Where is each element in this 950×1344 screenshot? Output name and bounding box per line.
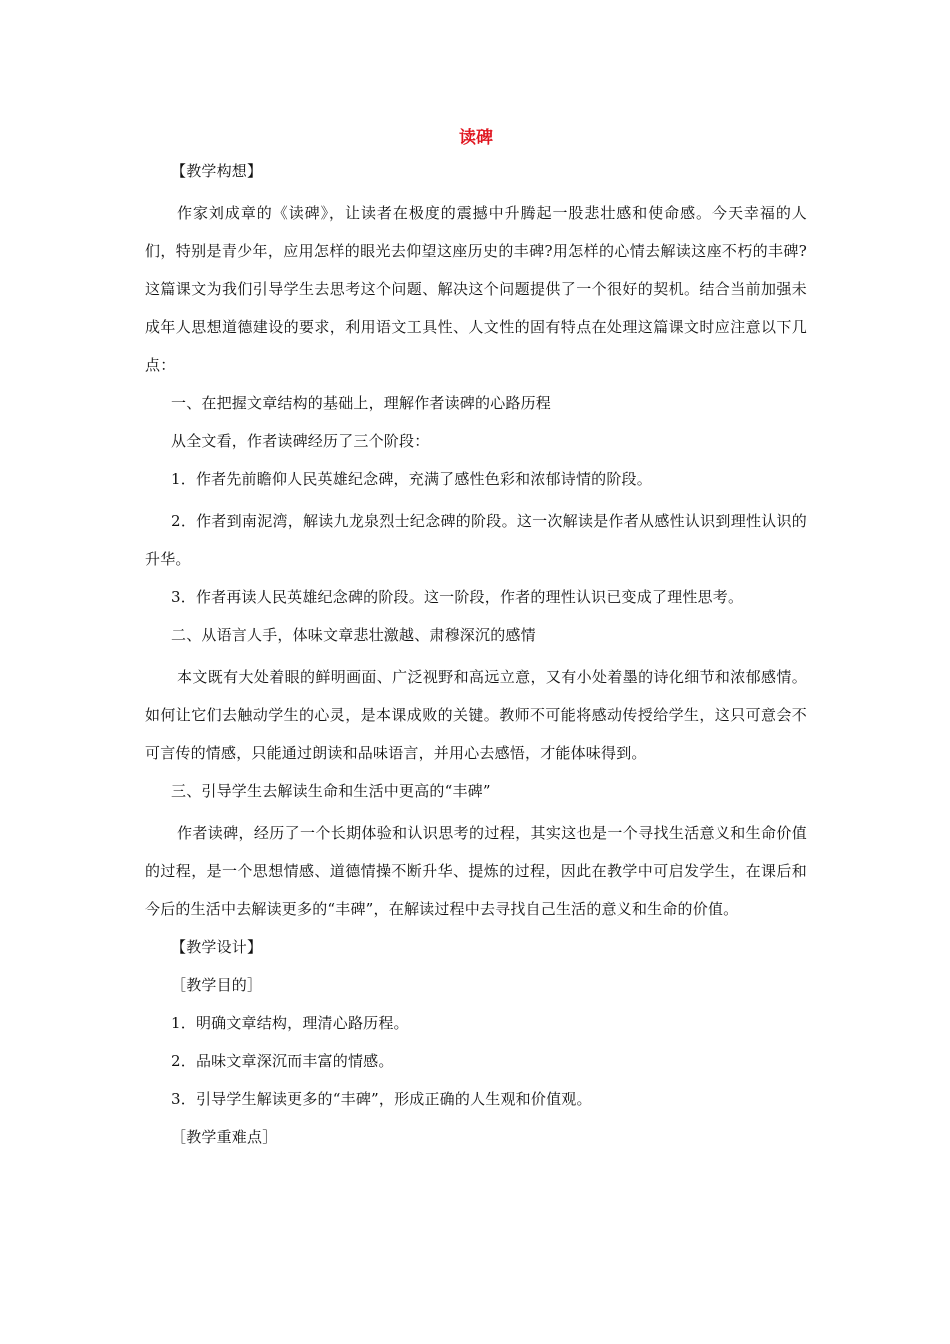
point-heading-3: 三、引导学生去解读生命和生活中更高的“丰碑” [171,782,491,800]
list-item-stage-1: 1．作者先前瞻仰人民英雄纪念碑，充满了感性色彩和浓郁诗情的阶段。 [171,470,652,488]
list-item-objective-3: 3．引导学生解读更多的“丰碑”，形成正确的人生观和价值观。 [171,1090,592,1108]
section-heading-teaching-design: 【教学设计】 [171,938,263,956]
document-body [145,156,807,1160]
list-item-stage-2: 2．作者到南泥湾，解读九龙泉烈士纪念碑的阶段。这一次解读是作者从感性认识到理性认识的升华。 [145,512,807,568]
point-heading-2: 二、从语言人手，体味文章悲壮激越、肃穆深沉的感情 [171,626,536,644]
paragraph-intro: 作家刘成章的《读碑》，让读者在极度的震撼中升腾起一股悲壮感和使命感。今天幸福的人们，特别是青少年，应用怎样的眼光去仰望这座历史的丰碑?用怎样的心情去解读这座不朽的丰碑?这篇课文为我们引导学生去思考这个问题、解决这个问题提供了一个很好的契机。结合当前加强未成年人思想道德建设的要求，利用语文工具性、人文性的固有特点在处理这篇课文时应注意以下几点： [145,204,807,374]
document-title: 读碑 [459,128,493,148]
section-heading-teaching-concept: 【教学构想】 [171,162,263,180]
list-item-stage-3: 3．作者再读人民英雄纪念碑的阶段。这一阶段，作者的理性认识已变成了理性思考。 [171,588,744,606]
paragraph-meaning: 作者读碑，经历了一个长期体验和认识思考的过程，其实这也是一个寻找生活意义和生命价值的过程，是一个思想情感、道德情操不断升华、提炼的过程，因此在教学中可启发学生，在课后和今后的生活中去解读更多的“丰碑”，在解读过程中去寻找自己生活的意义和生命的价值。 [145,824,807,918]
list-item-objective-1: 1．明确文章结构，理清心路历程。 [171,1014,409,1032]
subsection-heading-objectives: ［教学目的］ [171,976,263,994]
subsection-heading-key-points: ［教学重难点］ [171,1128,278,1146]
list-item-objective-2: 2．品味文章深沉而丰富的情感。 [171,1052,394,1070]
paragraph-language: 本文既有大处着眼的鲜明画面、广泛视野和高远立意，又有小处着墨的诗化细节和浓郁感情。如何让它们去触动学生的心灵，是本课成败的关键。教师不可能将感动传授给学生，这只可意会不可言传的情感，只能通过朗读和品味语言，并用心去感悟，才能体味得到。 [145,668,807,762]
paragraph-stages-intro: 从全文看，作者读碑经历了三个阶段： [171,432,430,450]
point-heading-1: 一、在把握文章结构的基础上，理解作者读碑的心路历程 [171,394,552,412]
